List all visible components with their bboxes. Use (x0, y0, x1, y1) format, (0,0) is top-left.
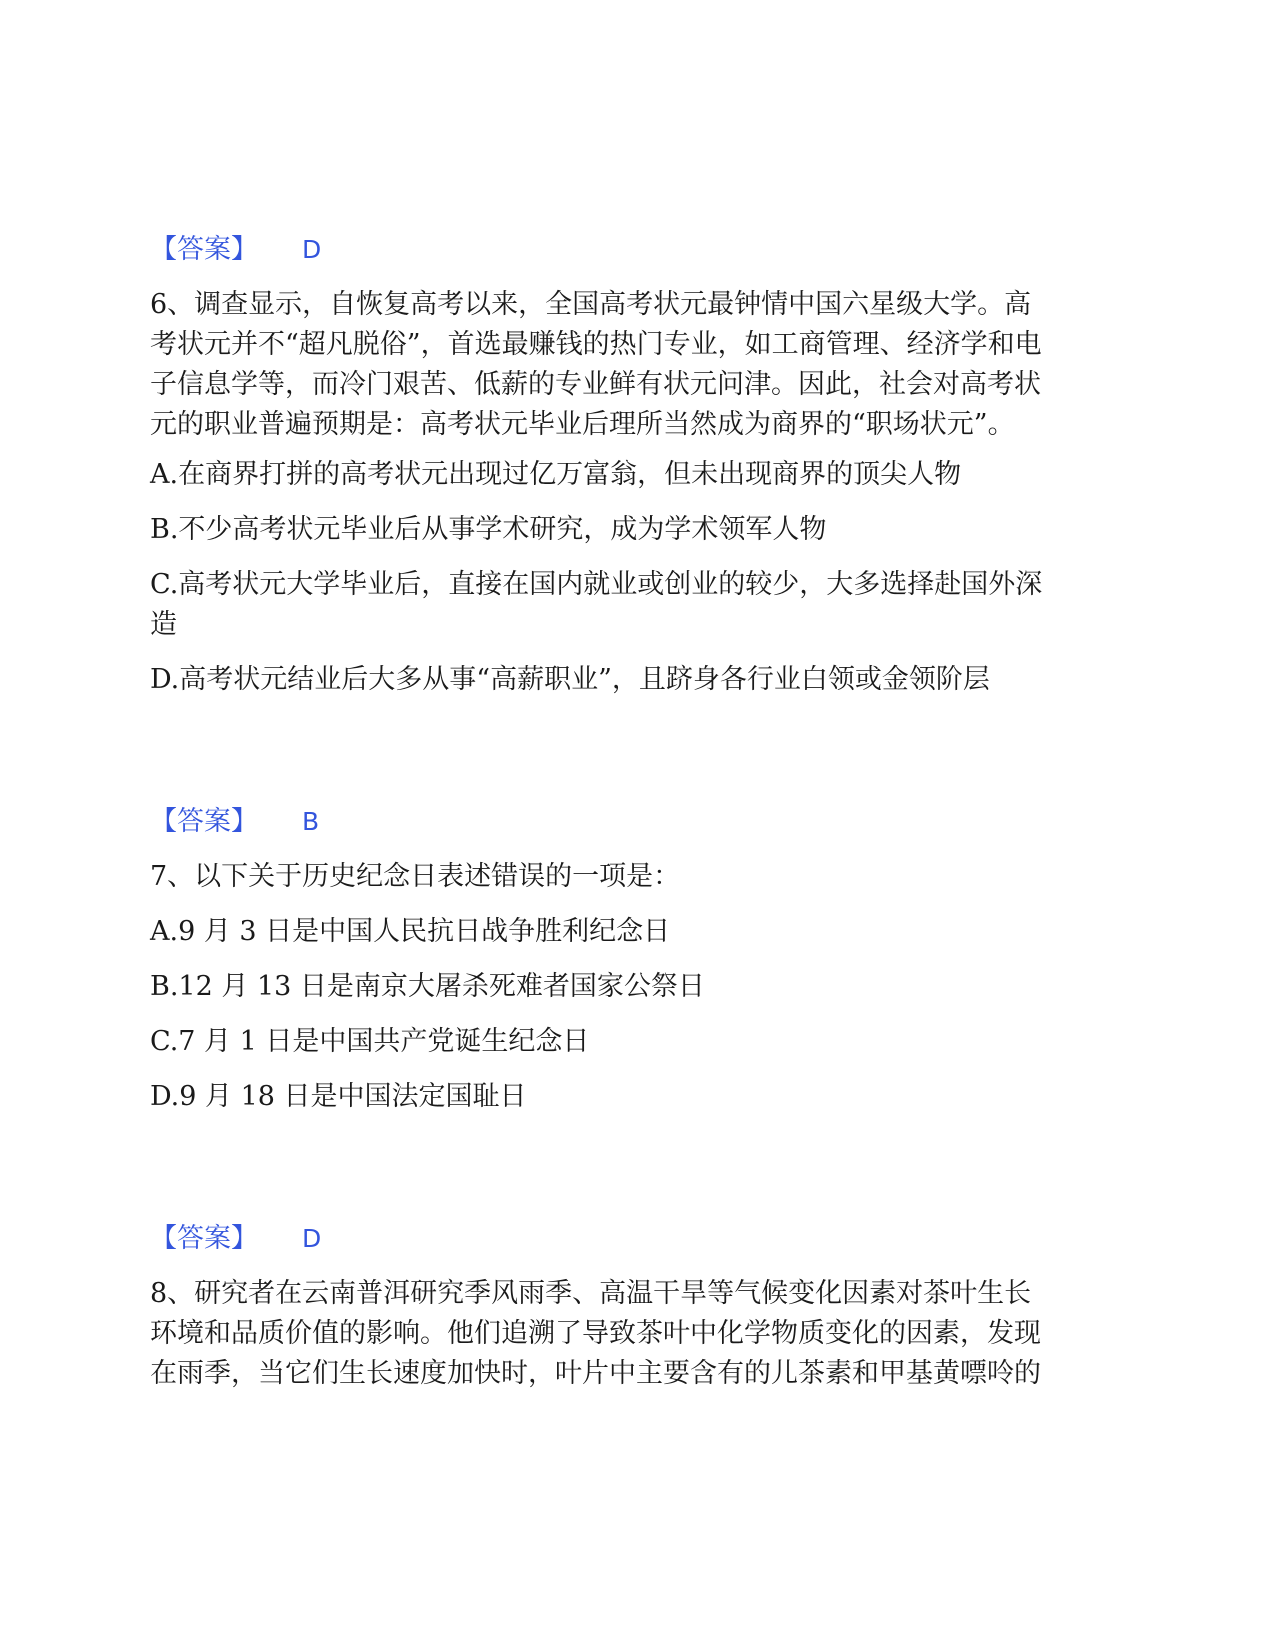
option-a-text: A.在商界打拼的高考状元出现过亿万富翁，但未出现商界的顶尖人物 (150, 459, 962, 490)
answer-label: 【答案】 (150, 806, 258, 837)
question-6 (150, 285, 1110, 445)
answer-label: 【答案】 (150, 1223, 258, 1254)
question-8-stem-line-1: 8、研究者在云南普洱研究季风雨季、高温干旱等气候变化因素对茶叶生长 (150, 1278, 1032, 1309)
question-6-stem-line-3: 子信息学等，而冷门艰苦、低薪的专业鲜有状元问津。因此，社会对高考状 (150, 369, 1041, 400)
option-b-text: B.12 月 13 日是南京大屠杀死难者国家公祭日 (150, 971, 705, 1002)
question-8 (150, 1274, 1110, 1394)
question-6-option-d (150, 660, 1110, 700)
question-7-stem: 7、以下关于历史纪念日表述错误的一项是： (150, 861, 681, 892)
answer-value: D (302, 1224, 322, 1253)
answer-value: D (302, 235, 322, 264)
question-6-stem-line-2: 考状元并不“超凡脱俗”，首选最赚钱的热门专业，如工商管理、经济学和电 (150, 329, 1042, 360)
option-d-text: D.高考状元结业后大多从事“高薪职业”，且跻身各行业白领或金领阶层 (150, 664, 990, 695)
answer-q6 (150, 802, 1110, 842)
question-6-option-c (150, 565, 1110, 645)
answer-q7 (150, 1219, 1110, 1259)
question-7-option-d (150, 1077, 1110, 1117)
option-b-text: B.不少高考状元毕业后从事学术研究，成为学术领军人物 (150, 514, 827, 545)
question-6-option-b (150, 510, 1110, 550)
option-c-text: C.7 月 1 日是中国共产党诞生纪念日 (150, 1026, 590, 1057)
answer-label: 【答案】 (150, 234, 258, 265)
question-6-stem-line-1: 6、调查显示，自恢复高考以来，全国高考状元最钟情中国六星级大学。高 (150, 289, 1032, 320)
question-7-option-a (150, 912, 1110, 952)
answer-value: B (302, 807, 320, 836)
option-d-text: D.9 月 18 日是中国法定国耻日 (150, 1081, 527, 1112)
question-7 (150, 857, 1110, 897)
question-7-option-b (150, 967, 1110, 1007)
answer-q5 (150, 230, 1110, 270)
option-c-text-line-2: 造 (150, 609, 177, 640)
option-a-text: A.9 月 3 日是中国人民抗日战争胜利纪念日 (150, 916, 671, 947)
question-8-stem-line-3: 在雨季，当它们生长速度加快时，叶片中主要含有的儿茶素和甲基黄嘌呤的 (150, 1358, 1041, 1389)
question-8-stem-line-2: 环境和品质价值的影响。他们追溯了导致茶叶中化学物质变化的因素，发现 (150, 1318, 1041, 1349)
option-c-text-line-1: C.高考状元大学毕业后，直接在国内就业或创业的较少，大多选择赴国外深 (150, 569, 1043, 600)
question-7-option-c (150, 1022, 1110, 1062)
question-6-stem-line-4: 元的职业普遍预期是：高考状元毕业后理所当然成为商界的“职场状元”。 (150, 409, 1015, 440)
question-6-option-a (150, 455, 1110, 495)
